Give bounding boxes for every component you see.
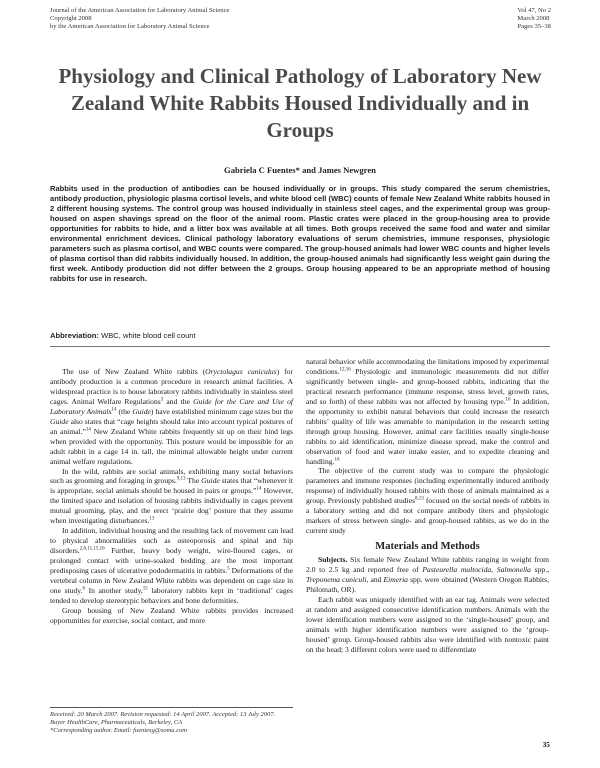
intro-paragraph-3: In addition, individual housing and the resulting lack of movement can lead to physical abnormalities such as osteoporosis and spinal and hip disorders.$^{2,6,11,15,16}$ Further, heavy body weight, wire-floored cages, or prolonged contact with urine-soaked bedding are the most important predisposing cases of ulcerative pododermatitis in rabbits.$^5$ Deformations of the vertebral column in New Zealand White rabbits was dependent on cage size in one study.$^6$ In another study,$^{15}$ laboratory rabbits kept in ‘traditional’ cages tended to develop stereotypic behaviors and bone deformities. [50,526,293,605]
right-column [306,357,549,655]
received-dates: Received: 20 March 2007. Revision requested: 14 April 2007. Accepted: 13 July 2007. [50,711,276,718]
abbreviations [50,331,550,340]
footnote [50,711,293,735]
methods-paragraph-identification: Each rabbit was uniquely identified with an ear tag. Animals were selected at random and assigned consecutive identification numbers. Animals with the lower identification numbers were assigned to the ‘single-housed’ group, and animals with higher identification numbers were assigned to the ‘group-housed’ group. Group-housed rabbits also were identified with nontoxic paint on the head; 3 different colors were used to differentiate [306,594,549,654]
page-number: 35 [542,740,550,749]
guide-title: Guide for the Care and Use of Laboratory Animals [50,396,294,416]
abstract: Rabbits used in the production of antibodies can be housed individually or in groups. This study compared the serum chemistries, antibody production, physiologic plasma cortisol levels, and white blood cell (WBC) counts of female New Zealand White rabbits housed in 2 different housing systems. The control group was housed individually in stainless steel cages, and the experimental group was group-housed on aspen shavings spread on the floor of the animal room. Plastic crates were placed in the group-housing area to provide opportunities for rabbits to hide, and a litter box was available at all times. Both groups received the same food and water and similar environmental enrichment devices. Clinical pathology laboratory evaluations of serum chemistries, immune responses, physiologic parameters such as plasma cortisol, and WBC counts were compared. The group-housed animals had lower WBC counts and higher levels of plasma cortisol than did rabbits individually housed. In addition, the group-housed animals had significantly less weight gain during the first week. Antibody production did not differ between the 2 groups. Group housing appeared to be an appropriate method of housing rabbits for use in research. [50,184,550,284]
methods-paragraph-subjects: Subjects. Six female New Zealand White rabbits ranging in weight from 2.0 to 2.5 kg and reported free of Pasteurella multocida, Salmonella spp., Treponema cuniculi, and Eimeria spp. were obtained (Western Oregon Rabbits, Philomath, OR). [306,555,550,594]
abstract-divider [50,346,550,347]
affiliation: Bayer HealthCare, Pharmaceuticals, Berkeley, CA [50,719,183,726]
subjects-label: Subjects. [318,555,348,565]
publisher-line: by the American Association for Laboratory Animal Science [50,23,210,31]
corresponding-author: *Corresponding author. Email: fuentesg@soma.com [50,727,187,734]
intro-paragraph-4: Group housing of New Zealand White rabbits provides increased opportunities for exercise, social contact, and more [50,605,293,625]
article-authors: Gabriela C Fuentes* and James Newgren [224,165,376,175]
journal-name: Journal of the American Association for Laboratory Animal Science [50,7,230,14]
section-heading-methods: Materials and Methods [375,541,480,553]
intro-paragraph-5: natural behavior while accommodating the limitations imposed by experimental conditions.$^{12,16}$ Physiologic and immunologic measurements did not differ significantly between single- and group-housed rabbits, indicating that the practical research performance (immune response, stress level, growth rates, and so forth) of these rabbits was not affected by housing type.$^{16}$ In addition, the opportunity to exhibit natural behaviors that could increase the research rabbits’ quality of life was amenable to manipulation in the research setting through group housing. However, animal care facilities usually single-house rabbits to aid identification, minimize disease spread, make the control and observation of food and water intake easier, and to expedite cleaning and handling.$^{16}$ [306,357,549,466]
footnote-divider [50,707,293,708]
volume-line: Vol 47, No 2 [517,7,551,14]
date-line: March 2008 [517,15,550,23]
article-title: Physiology and Clinical Pathology of Laboratory New Zealand White Rabbits Housed Individually and in Groups [58,64,542,142]
intro-paragraph-2: In the wild, rabbits are social animals, exhibiting many social behaviors such as grooming and foraging in groups.$^{9,13}$ The Guide states that “whenever it is appropriate, social animals should be housed in pairs or groups.”$^{14}$ However, the limited space and isolation of housing rabbits individually in cages prevent mutual grooming, play, and the erect ‘prairie dog’ posture that they assume when investigating disturbances.$^{13}$ [50,466,293,526]
abbreviations-text: WBC, white blood cell count [101,331,196,340]
issue-info [517,7,551,32]
left-column [50,367,293,626]
pages-line: Pages 35–38 [517,23,551,31]
intro-paragraph-6: The objective of the current study was to compare the physiologic parameters and immune responses (including experimentally induced antibody response) of individually housed rabbits with those of animals maintained as a group. Previously published studies$^{8,13}$ focused on the social needs of rabbits in a laboratory setting and did not compare antibody titers and physiologic markers of stress between single- and group-housed rabbits, as we do in the current study [306,466,550,536]
species-name: Oryctolagus cuniculus [205,367,277,376]
copyright-line: Copyright 2008 [50,15,92,23]
journal-header [50,7,229,32]
abbreviations-label: Abbreviation: [50,331,99,340]
intro-paragraph-1: The use of New Zealand White rabbits (Oryctolagus cuniculus) for antibody production is a common procedure in research animal facilities. A widespread practice is to house laboratory rabbits individually in stainless steel cages. Animal Welfare Regulations$^3$ and the Guide for the Care and Use of Laboratory Animals$^{14}$ (the Guide) have established minimum cage sizes but the Guide also states that “cage heights should take into account typical postures of an animal.”$^{14}$ New Zealand White rabbits frequently sit up on their hind legs when provided with the opportunity. This posture would be impossible for an adult rabbit in a cage 14 in. tall, the minimal allowable height under current animal welfare regulations. [50,367,294,466]
